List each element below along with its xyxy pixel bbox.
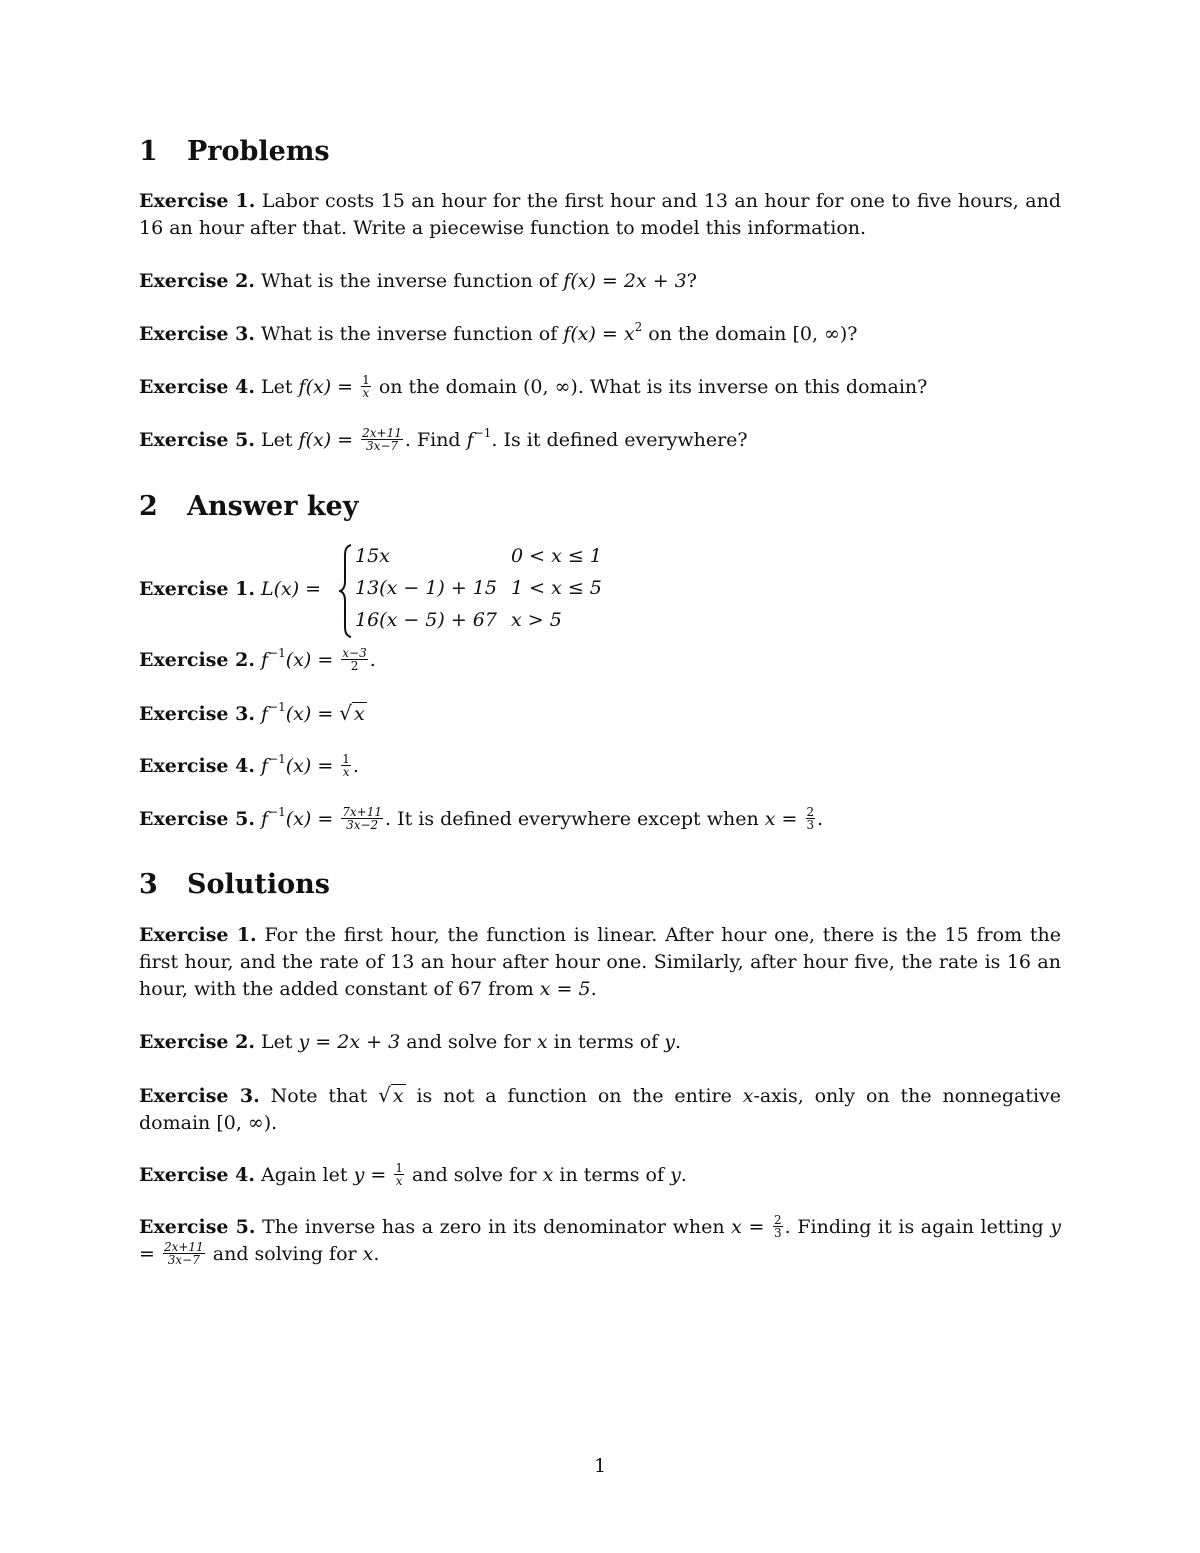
problem-text: . Find [404,429,461,451]
math-domain: (0, ∞). [523,376,584,398]
math-expression: f(x) = 2x + 3 [563,270,687,292]
answer-3: Exercise 3. $f^{-1}(x)$ = √ x [139,700,1061,728]
fraction: $\frac{x-3}{2}$ [342,645,367,673]
exponent: −1 [473,425,492,440]
math-expression: f [466,429,474,451]
solution-2: Exercise 2. Let y = 2x + 3 and solve for x in terms of y. [139,1031,682,1053]
answer-4: Exercise 4. $f^{-1}(x)$ = $\frac{1}{x}$ . [139,751,359,779]
problem-text: ? [847,323,858,345]
problem-5 [139,427,1061,454]
section-heading-answer-key [139,491,358,522]
exercise-label: Exercise 3. [139,323,255,345]
problem-text: on the domain [648,323,787,345]
problem-1 [139,188,1061,242]
section-title: Answer key [187,491,359,522]
fraction: $\frac{2}{3}$ [774,1212,782,1240]
page-number: 1 [593,1455,607,1477]
section-heading-solutions [139,869,330,900]
exercise-label: Exercise 3. [139,703,255,725]
problem-2 [139,268,1061,295]
problem-text: on the domain [378,376,517,398]
problem-text: Labor costs 15 an hour for the first hour and 13 an hour for one to five hours, and 16 an hour after that. Write a piecewise function to model this information. [139,190,1061,239]
exercise-label: Exercise 1. [139,190,256,212]
fraction: $\frac{1}{x}$ [342,751,350,779]
solution-3: Exercise 3. Note that √ x is not a function on the entire x-axis, only on the nonnegative domain [0, ∞). [139,1083,1062,1134]
square-root: √ x [339,701,365,725]
exponent: 2 [634,319,643,334]
section-number: 1 [139,136,158,167]
exercise-label: Exercise 2. [139,649,255,671]
fraction: $\frac{2x+11}{3x-7}$ [362,425,402,453]
section-heading-problems [139,136,330,167]
problem-text: . Is it defined everywhere? [491,429,748,451]
square-root: √ x [378,1083,404,1107]
problem-text: What is its inverse on this domain? [589,376,928,398]
fraction: $\frac{1}{x}$ [395,1160,403,1188]
exercise-label: Exercise 5. [139,429,255,451]
fraction: $\frac{2x+11}{3x-7}$ [163,1239,204,1267]
case-row: 15x 0 < x ≤ 1 [355,545,602,567]
math-expression: L(x) = [260,578,322,600]
problem-text: What is the inverse function of [260,270,558,292]
case-row: 16(x − 5) + 67 x > 5 [355,609,562,631]
section-number: 3 [139,869,158,900]
fraction: $\frac{1}{x}$ [362,372,370,400]
exercise-label: Exercise 3. [139,1085,260,1107]
exercise-label: Exercise 1. [139,924,257,946]
section-number: 2 [139,491,158,522]
exercise-label: Exercise 4. [139,376,255,398]
exercise-label: Exercise 4. [139,1164,255,1186]
exercise-label: Exercise 2. [139,1031,255,1053]
section-title: Problems [187,136,330,167]
problem-text: Let [260,429,293,451]
answer-1 [139,545,739,641]
solution-4: Exercise 4. Again let y = $\frac{1}{x}$ and solve for x in terms of y. [139,1160,687,1188]
exercise-label: Exercise 5. [139,808,255,830]
problem-text: ? [686,270,697,292]
answer-5: Exercise 5. $f^{-1}(x)$ = $\frac{7x+11}{3x-2}$ . It is defined everywhere except when x = $\frac{2}{3}$ . [139,804,824,832]
exercise-label: Exercise 2. [139,270,255,292]
problem-3 [139,321,1061,348]
fraction: $\frac{2}{3}$ [806,804,815,832]
section-title: Solutions [187,869,330,900]
solution-1: Exercise 1. For the first hour, the function is linear. After hour one, there is the 15 from the first hour, and the rate of 13 an hour after hour one. Similarly, after hour five, the rate is 16 an hour, with the added constant of 67 from x = 5. [139,924,1061,1000]
exercise-label: Exercise 1. [139,578,255,600]
solution-5: Exercise 5. The inverse has a zero in its denominator when x = $\frac{2}{3}$ . Finding it is again letting y = $\frac{2x+11}{3x-7}$ and solving for x. [139,1212,1061,1267]
math-expression: f(x) = [298,429,354,451]
math-expression: f(x) = x [563,323,635,345]
fraction: $\frac{7x+11}{3x-2}$ [342,804,383,832]
left-brace-icon [339,543,353,639]
problem-text: What is the inverse function of [260,323,558,345]
case-row: 13(x − 1) + 15 1 < x ≤ 5 [355,577,602,599]
math-domain: [0, ∞) [792,323,848,345]
problem-4 [139,374,1061,401]
problem-text: Let [260,376,293,398]
exercise-label: Exercise 4. [139,755,255,777]
answer-2: Exercise 2. $f^{-1}(x)$ = $\frac{x-3}{2}$ . [139,645,376,673]
math-expression: f(x) = [298,376,354,398]
exercise-label: Exercise 5. [139,1216,256,1238]
